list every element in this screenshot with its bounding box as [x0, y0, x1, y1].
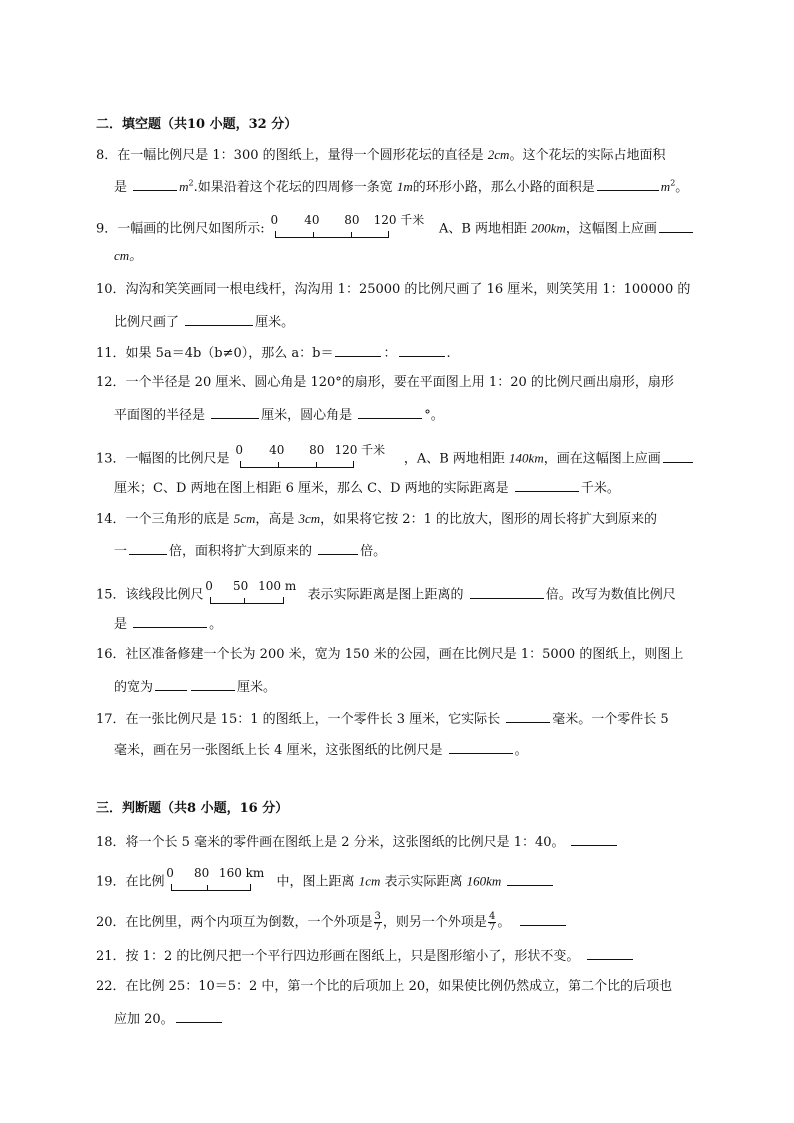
scale-bar-graphic: 0 40 80 120 千米 [273, 214, 431, 244]
question-15-line-1: 15．该线段比例尺 0 50 100 m 表示实际距离是图上距离的 倍。改写为数值比例尺 [96, 580, 708, 600]
answer-blank[interactable] [571, 831, 617, 846]
question-8-line-1: 8．在一幅比例尺是 1：300 的图纸上，量得一个圆形花坛的直径是 2cm。这个花坛的实际占地面积 [96, 147, 666, 163]
question-14-line-1: 14．一个三角形的底是 5cm，高是 3cm，如果将它按 2：1 的比放大，图形的周长将扩大到原来的 [96, 511, 657, 527]
answer-blank[interactable] [185, 311, 253, 326]
question-14-line-2: 一 倍，面积将扩大到原来的 倍。 [114, 540, 708, 560]
answer-blank[interactable] [133, 613, 207, 628]
scale-bar-graphic: 0 40 80 120 千米 [238, 444, 396, 474]
question-16-line-2: 的宽为 厘米。 [114, 676, 708, 696]
question-8-line-2: 是 $m^2$.如果沿着这个花坛的四周修一条宽 1m的环形小路，那么小路的面积是 $m^2$。 [114, 176, 708, 196]
question-15-line-2: 是 。 [114, 613, 708, 633]
answer-blank[interactable] [129, 540, 167, 555]
answer-blank[interactable] [587, 945, 633, 960]
question-21: 21．按 1：2 的比例尺把一个平行四边形画在图纸上，只是图形缩小了，形状不变。 [96, 945, 708, 965]
question-19: 19．在比例 0 80 160 km 中，图上距离 1cm 表示实际距离 160km [96, 867, 708, 887]
answer-blank[interactable] [506, 708, 550, 723]
answer-blank[interactable] [663, 448, 693, 463]
answer-blank[interactable] [515, 477, 579, 492]
section-true-false-title: 三．判断题（共8 小题，16 分） [96, 801, 289, 816]
answer-blank[interactable] [358, 404, 422, 419]
question-18: 18．将一个长 5 毫米的零件画在图纸上是 2 分米，这张图纸的比例尺是 1：40。 [96, 831, 708, 851]
question-17-line-2: 毫米，画在另一张图纸上长 4 厘米，这张图纸的比例尺是 。 [114, 739, 708, 759]
question-13-line-1: 13．一幅图的比例尺是 0 40 80 120 千米 ，A、B 两地相距 140km，画在这幅图上应画 [96, 444, 708, 464]
answer-blank[interactable] [507, 871, 553, 886]
answer-blank[interactable] [449, 739, 513, 754]
scale-bar-graphic: 0 50 100 m [208, 580, 304, 610]
question-16-line-1: 16．社区准备修建一个长为 200 米，宽为 150 米的公园，画在比例尺是 1：5000 的图纸上，则图上 [96, 647, 684, 662]
answer-blank[interactable] [211, 404, 259, 419]
question-22-line-2: 应加 20。 [114, 1008, 708, 1028]
question-22-line-1: 22．在比例 25：10＝5：2 中，第一个比的后项加上 20，如果使比例仍然成立，第二个比的后项也 [96, 979, 673, 994]
question-11: 11．如果 5a＝4b（b≠0），那么 a：b＝ ： . [96, 342, 708, 362]
question-10-line-1: 10．沟沟和笑笑画同一根电线杆，沟沟用 1：25000 的比例尺画了 16 厘米，则笑笑用 1：100000 的 [96, 282, 691, 297]
fraction-four-sevenths: $\frac{4}{7}$ [488, 911, 496, 933]
answer-blank[interactable] [520, 911, 566, 926]
question-13-line-2: 厘米；C、D 两地在图上相距 6 厘米，那么 C、D 两地的实际距离是 千米。 [114, 477, 708, 497]
question-12-line-2: 平面图的半径是 厘米，圆心角是 °。 [114, 404, 708, 424]
answer-blank[interactable] [191, 676, 235, 691]
answer-blank[interactable] [470, 584, 544, 599]
question-20: 20．在比例里，两个内项互为倒数，一个外项是 $\frac{3}{7}$ ，则另一个外项是 $\frac{4}{7}$ 。 [96, 911, 708, 931]
section-fill-in-title: 二．填空题（共10 小题，32 分） [96, 117, 298, 132]
answer-blank[interactable] [176, 1008, 222, 1023]
question-17-line-1: 17．在一张比例尺是 15：1 的图纸上，一个零件长 3 厘米，它实际长 毫米。一个零件长 5 [96, 708, 708, 728]
answer-blank[interactable] [155, 676, 187, 691]
question-9-line-2: cm。 [114, 248, 143, 263]
answer-blank[interactable] [335, 342, 381, 357]
question-10-line-2: 比例尺画了 厘米。 [114, 311, 708, 331]
answer-blank[interactable] [133, 176, 177, 191]
fraction-three-sevenths: $\frac{3}{7}$ [374, 911, 381, 933]
answer-blank[interactable] [659, 218, 693, 233]
answer-blank[interactable] [597, 176, 659, 191]
answer-blank[interactable] [318, 540, 358, 555]
answer-blank[interactable] [399, 342, 445, 357]
question-12-line-1: 12．一个半径是 20 厘米、圆心角是 120°的扇形，要在平面图上用 1：20 的比例尺画出扇形，扇形 [96, 375, 674, 390]
scale-bar-graphic: 0 80 160 km [169, 867, 273, 897]
question-9-line-1: 9．一幅画的比例尺如图所示: 0 40 80 120 千米 A、B 两地相距 200km，这幅图上应画 [96, 214, 708, 234]
